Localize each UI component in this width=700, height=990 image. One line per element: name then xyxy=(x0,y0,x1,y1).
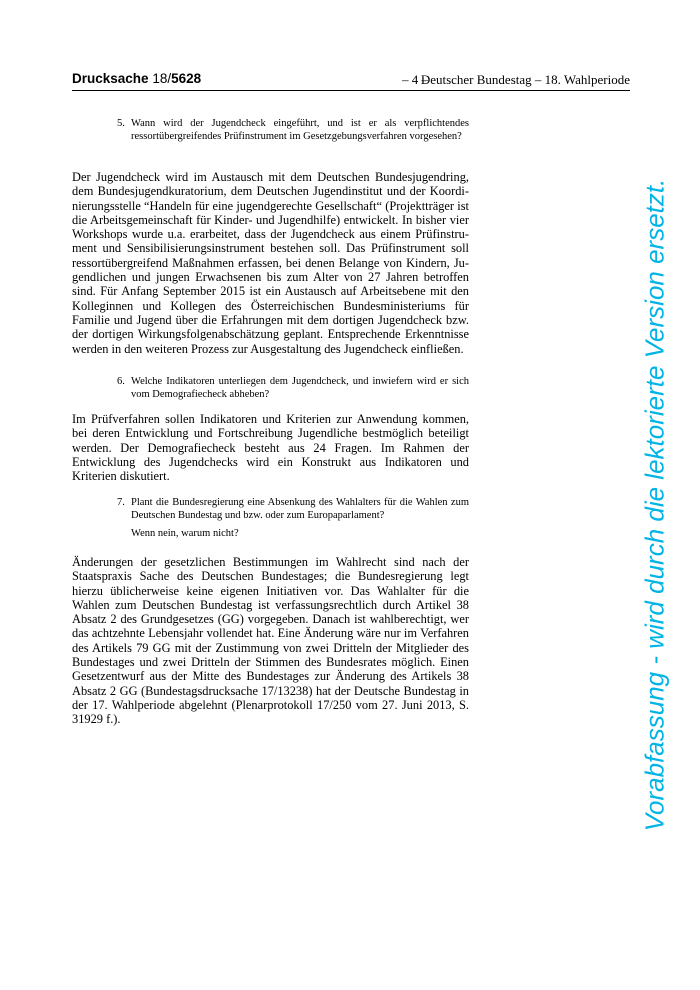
doc-number: 5628 xyxy=(171,71,202,86)
question-7 xyxy=(117,496,469,540)
watermark-text: Vorabfassung - wird durch die lektorierte Version ersetzt. xyxy=(639,178,670,832)
page-number: – 4 – xyxy=(402,72,428,87)
question-text: Wann wird der Jugendcheck eingeführt, und ist er als verpflichtendes ressortübergreifendes Prüfinstrument im Gesetzgebungsverfahren vorgesehen? xyxy=(131,118,469,142)
question-number: 6. xyxy=(117,376,125,387)
question-number: 7. xyxy=(117,497,125,508)
question-text: Plant die Bundesregierung eine Absenkung des Wahlalters für die Wahlen zum Deutschen Bundestag und bzw. oder zum Europaparlament? xyxy=(131,497,469,521)
question-5 xyxy=(117,117,469,143)
question-number: 5. xyxy=(117,118,125,129)
answer-5: Der Jugendcheck wird im Austausch mit dem Deutschen Bundesjugendring, dem Bundesjugendkuratorium, dem Deutschen Jugendinstitut und der Koordinierungsstelle “Handeln für eine jugendgerechte Gesellschaft“ (Projektträger ist die Arbeitsgemeinschaft für Kinder- und Jugendhilfe) entwickelt. In bisher vier Workshops wurde u.a. erarbeitet, dass der Jugendcheck aus einem Prüfinstrument und Sensibilisierungsinstrument bestehen soll. Das Prüfinstrument soll ressortübergreifend Maßnahmen erfassen, bei denen Belange von Kindern, Jugendlichen und jungen Erwachsenen bis zum Alter von 27 Jahren betroffen sind. Für Anfang September 2015 ist ein Austausch auf Arbeitsebene mit den Kolleginnen und Kollegen des Österreichischen Bundesministeriums für Familie und Jugend über die Erfahrungen mit dem dortigen Jugendcheck bzw. der dortigen Wirkungsfolgenabschätzung geplant. Entsprechende Erkenntnisse werden in den weiteren Prozess zur Ausgestaltung des Jugendcheck einfließen. xyxy=(72,170,469,356)
parliament-period: Deutscher Bundestag – 18. Wahlperiode xyxy=(420,72,630,87)
question-6 xyxy=(117,375,469,401)
doc-number-prefix: 18/ xyxy=(152,71,172,86)
question-subtext: Wenn nein, warum nicht? xyxy=(131,528,239,539)
answer-7: Änderungen der gesetzlichen Bestimmungen im Wahlrecht sind nach der Staatspraxis Sache des Deutschen Bundestages; die Bundesregierung legt hierzu üblicherweise keine eigenen Initiativen vor. Das Wahlalter für die Wahlen zum Deutschen Bundestag ist verfassungsrechtlich durch Artikel 38 Absatz 2 des Grundgesetzes (GG) vorgegeben. Danach ist wahlberechtigt, wer das achtzehnte Lebensjahr vollendet hat. Eine Änderung wäre nur im Verfahren des Artikels 79 GG mit der Zustimmung von zwei Dritteln der Mitglieder des Bundestages und zwei Dritteln der Stimmen des Bundesrates möglich. Einen Gesetzentwurf aus der Mitte des Bundestages zur Änderung des Artikels 38 Absatz 2 GG (Bundestagsdrucksache 17/13238) hat der Deutsche Bundestag in der 17. Wahlperiode abgelehnt (Plenarprotokoll 17/250 vom 27. Juni 2013, S. 31929 f.). xyxy=(72,555,469,727)
doc-label: Drucksache xyxy=(72,71,149,86)
page-header xyxy=(72,70,630,91)
document-number xyxy=(72,71,201,86)
answer-6: Im Prüfverfahren sollen Indikatoren und Kriterien zur Anwendung kommen, bei deren Entwicklung und Fortschreibung Jugendliche bestmöglich beteiligt werden. Der Demografiecheck besteht aus 24 Fragen. Im Rahmen der Entwicklung des Jugendchecks wird ein Konstrukt aus Indikatoren und Kriterien diskutiert. xyxy=(72,412,469,484)
question-text: Welche Indikatoren unterliegen dem Jugendcheck, und inwiefern wird er sich vom Demografiecheck abheben? xyxy=(131,376,469,400)
